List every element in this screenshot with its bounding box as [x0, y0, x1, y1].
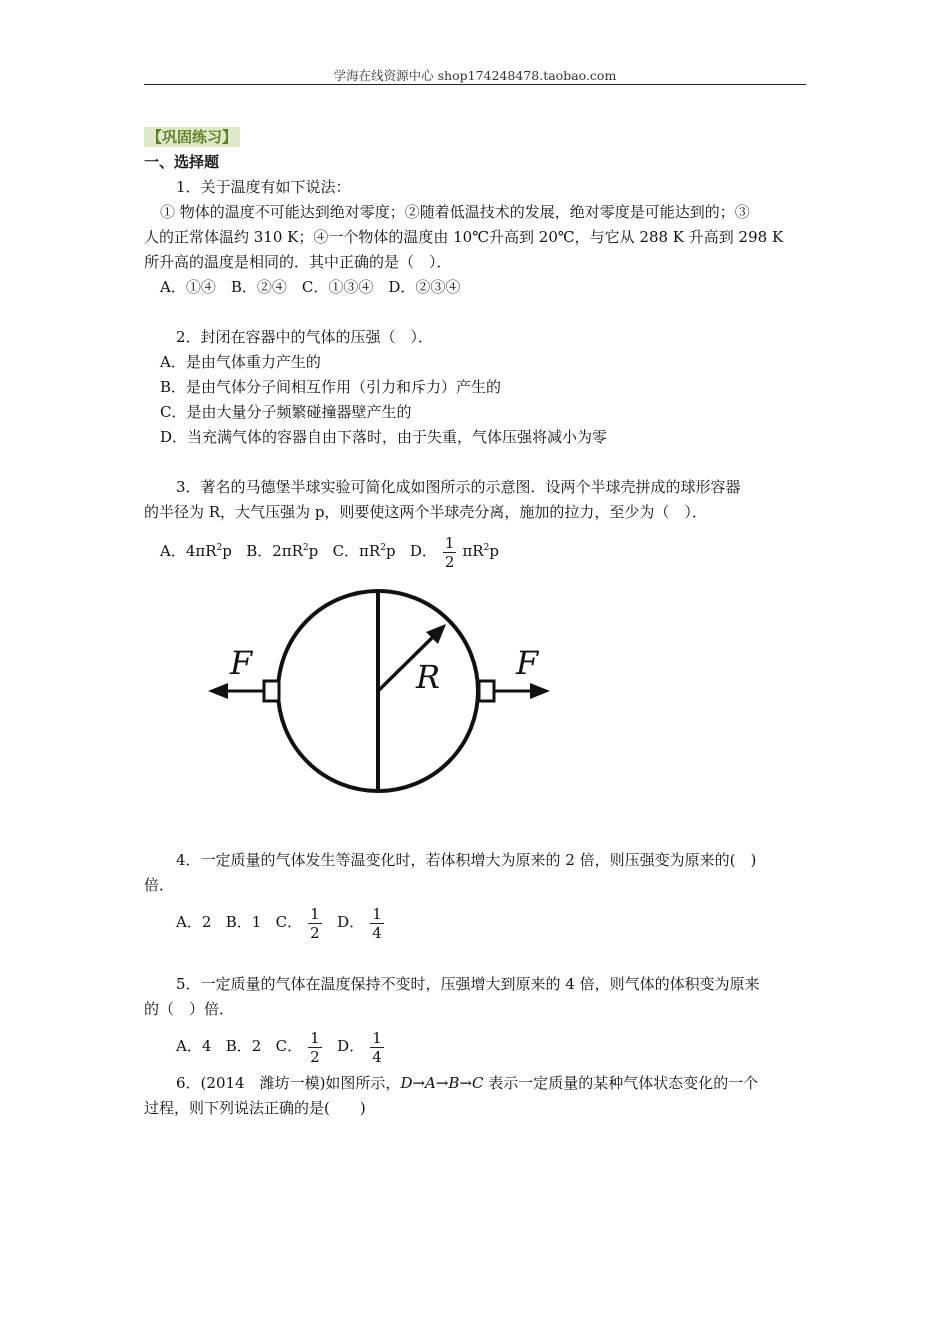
q2-option-c: C．是由大量分子频繁碰撞器壁产生的	[160, 403, 412, 421]
q3-option-a: A．$4\pi R^2p$	[160, 542, 232, 560]
q3-options	[160, 530, 499, 571]
header-rule	[144, 84, 806, 85]
q3-option-c: C．$\pi R^2p$	[332, 542, 396, 560]
right-force-label: F	[516, 644, 539, 682]
q1-line3: 所升高的温度是相同的．其中正确的是（ ）．	[144, 253, 452, 271]
right-force-arrowhead	[530, 683, 550, 699]
q3-option-d: D． $\frac{1}{2}$ $\pi R^2p$	[409, 533, 499, 571]
q5-option-b: B．2	[225, 1037, 262, 1055]
q2-option-a: A．是由气体重力产生的	[160, 353, 321, 371]
q2-option-d: D．当充满气体的容器自由下落时，由于失重，气体压强将减小为零	[160, 428, 608, 446]
q6-line2: 过程，则下列说法正确的是( )	[144, 1099, 366, 1117]
q1-stem: 1．关于温度有如下说法：	[176, 178, 351, 196]
q5-options	[176, 1024, 390, 1068]
radius-label: R	[416, 658, 441, 696]
q3-option-b: B．$2\pi R^2p$	[246, 542, 319, 560]
q3-line1: 3．著名的马德堡半球实验可简化成如图所示的示意图．设两个半球壳拼成的球形容器	[176, 478, 741, 496]
q1-line2: 人的正常体温约 310 K；④一个物体的温度由 10℃升高到 20℃，与它从 288 K 升高到 298 K	[144, 228, 784, 246]
q5-line1: 5．一定质量的气体在温度保持不变时，压强增大到原来的 4 倍，则气体的体积变为原来	[176, 975, 760, 993]
q1-line1: ① 物体的温度不可能达到绝对零度；②随着低温技术的发展，绝对零度是可能达到的；③	[160, 203, 750, 221]
q4-line2: 倍．	[144, 876, 175, 894]
q6-process: D→A→B→C	[400, 1074, 484, 1092]
magdeburg-figure	[200, 588, 560, 803]
q4-line1: 4．一定质量的气体发生等温变化时，若体积增大为原来的 2 倍，则压强变为原来的( )	[176, 851, 757, 869]
left-force-arrowhead	[208, 683, 228, 699]
q1-options: A．①④ B．②④ C．①③④ D．②③④	[160, 278, 461, 296]
section-title: 一、选择题	[144, 153, 220, 171]
page-header: 学海在线资源中心 shop174248478.taobao.com	[333, 68, 617, 83]
left-handle	[264, 681, 279, 701]
q5-option-d: D． $\frac{1}{4}$	[337, 1028, 382, 1066]
q5-option-c: C． $\frac{1}{2}$	[275, 1028, 320, 1066]
q3-line2: 的半径为 R，大气压强为 p，则要使这两个半球壳分离，施加的拉力，至少为（ ）．	[144, 503, 707, 521]
q6-line1: 6．(2014 潍坊一模)如图所示，D→A→B→C 表示一定质量的某种气体状态变化的一个	[176, 1074, 759, 1092]
right-handle	[479, 681, 494, 701]
left-force-label: F	[230, 644, 253, 682]
q4-option-a: A．2	[176, 913, 212, 931]
q4-option-d: D． $\frac{1}{4}$	[337, 904, 382, 942]
q5-line2: 的（ ）倍．	[144, 1000, 235, 1018]
q4-option-c: C． $\frac{1}{2}$	[275, 904, 320, 942]
q2-stem: 2．封闭在容器中的气体的压强（ ）．	[176, 328, 434, 346]
q4-option-b: B．1	[225, 913, 262, 931]
q5-option-a: A．4	[176, 1037, 212, 1055]
section-tag: 【巩固练习】	[144, 127, 240, 147]
q2-option-b: B．是由气体分子间相互作用（引力和斥力）产生的	[160, 378, 502, 396]
q4-options	[176, 900, 390, 944]
